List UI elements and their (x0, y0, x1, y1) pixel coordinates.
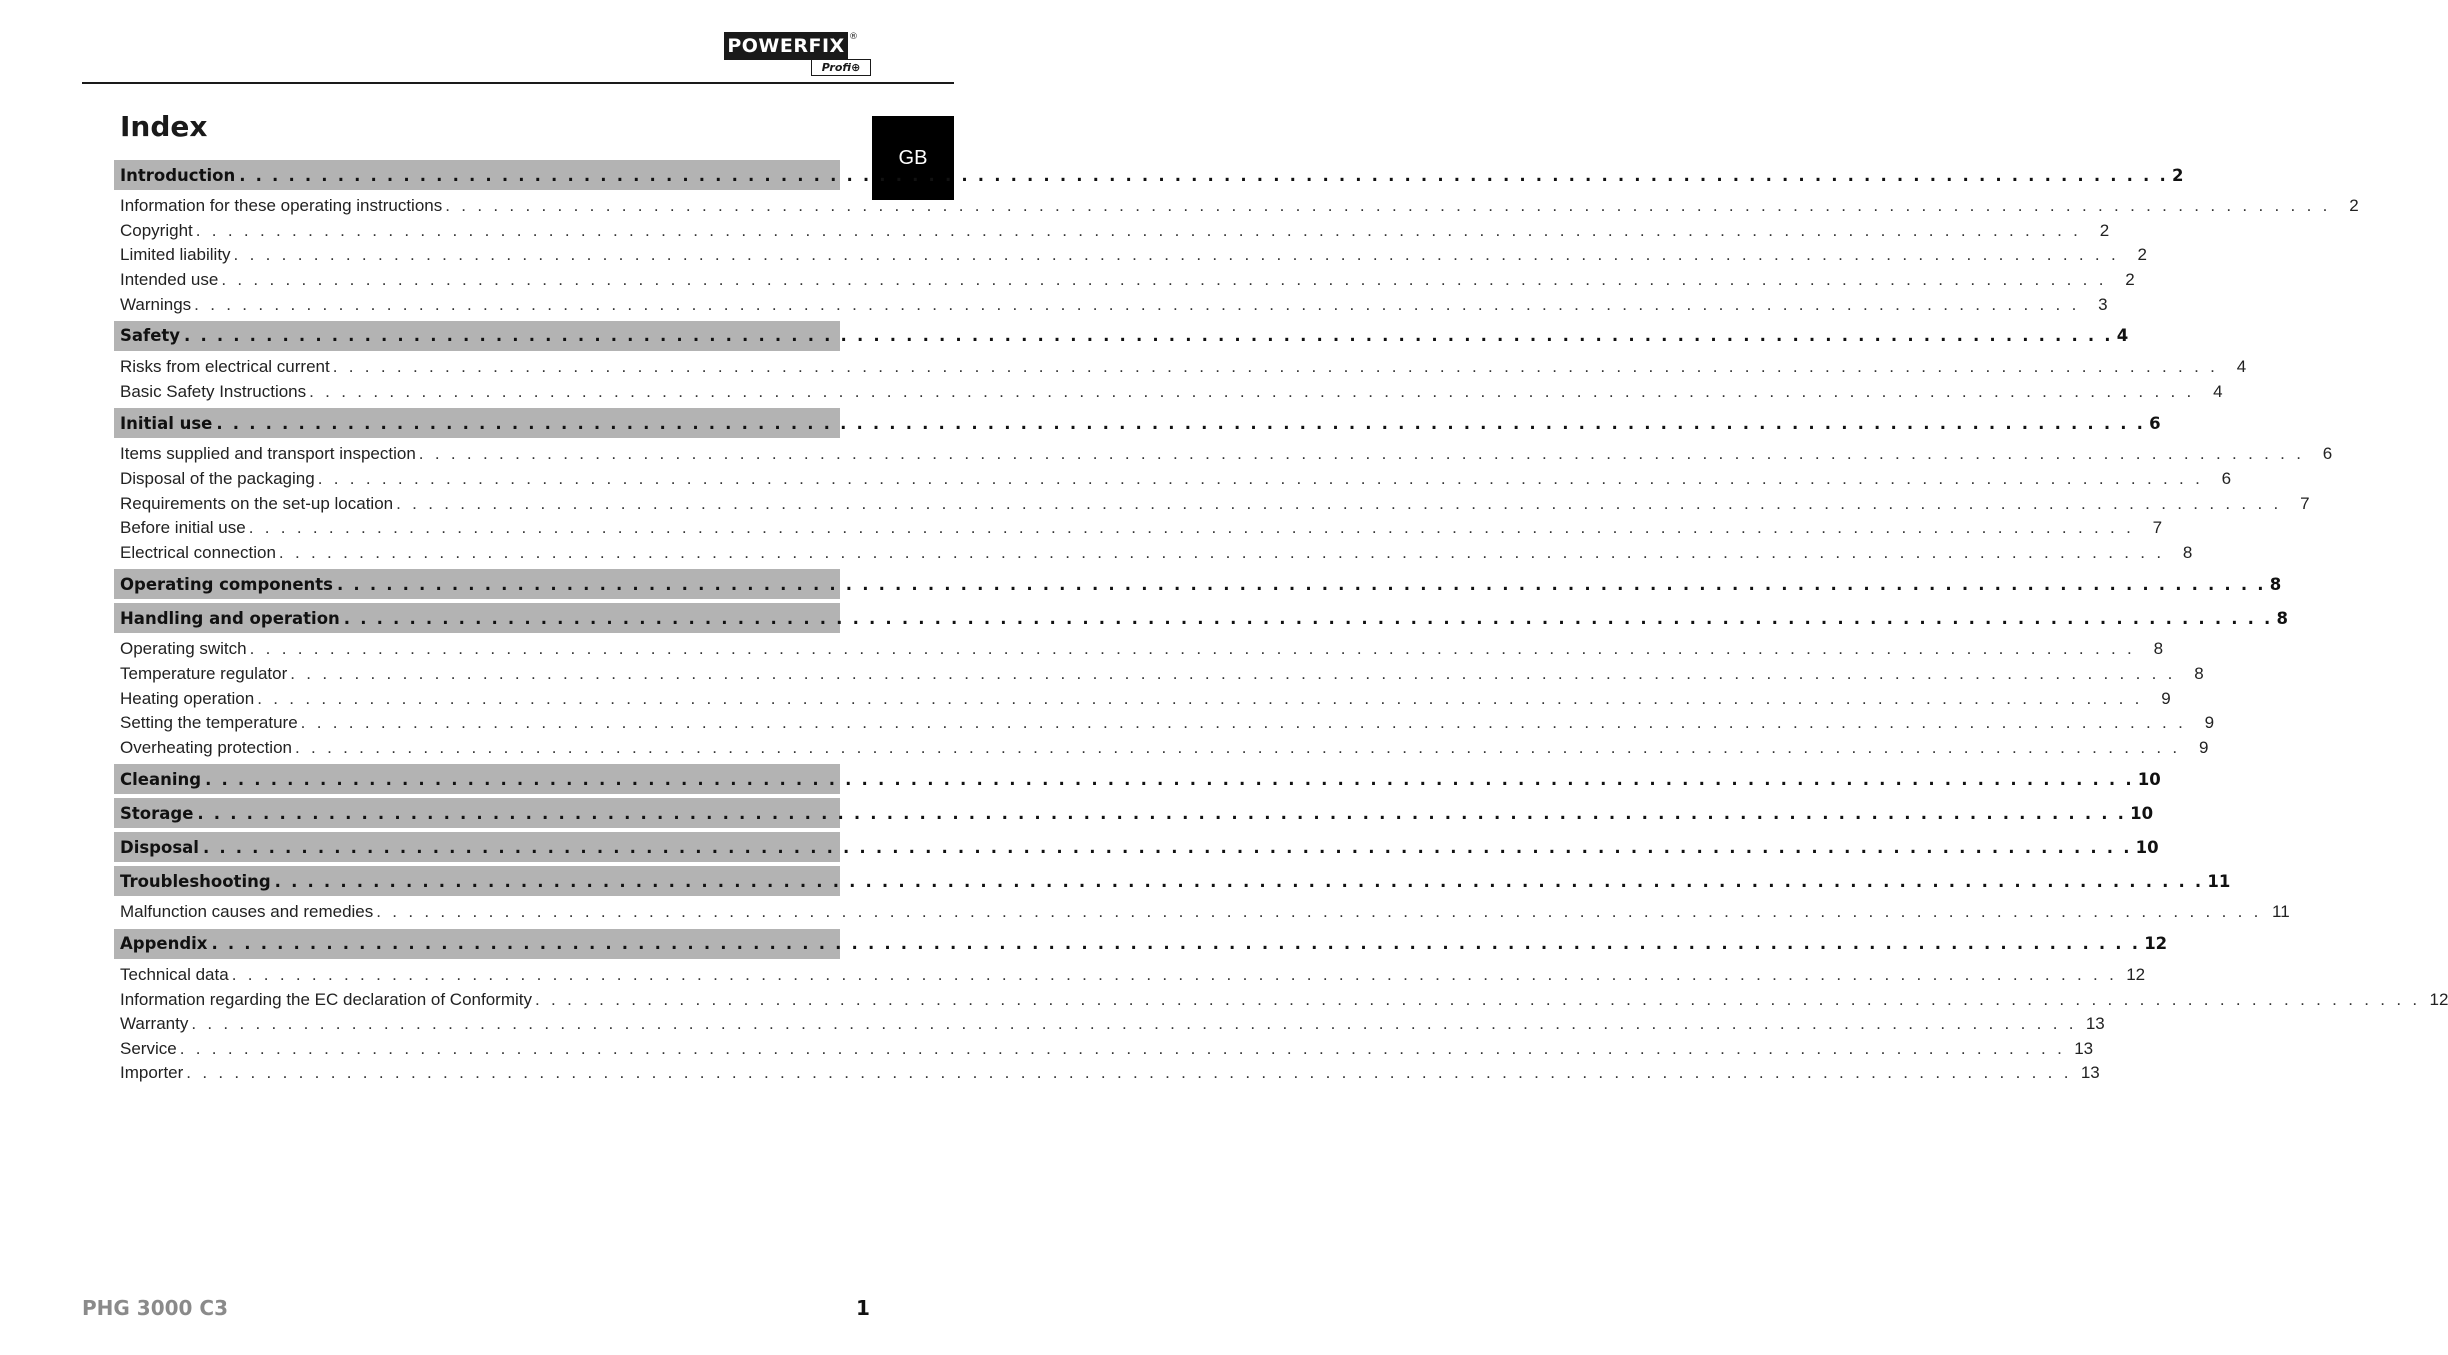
toc-dot-leader: . . . . . . . . . . . . . . . . . . . . . . . . . . . . . . . . . . . . . . . . . . . . . . . . . . . . . . . . . . . . . . . . . . . . . . . . . . . . . . . . . . . . . . . . . . . . . . . . . . . . . . . . . . . . . . . . . . . . . . (211, 934, 2141, 954)
toc-entry-title: Setting the temperature (120, 713, 298, 733)
toc-section-page: 4 (2116, 326, 2129, 346)
toc-entry-page: 8 (2194, 664, 2204, 684)
toc-entry[interactable] (114, 442, 2333, 467)
toc-section[interactable] (114, 408, 2161, 438)
toc-entry[interactable] (114, 736, 2209, 761)
toc-entry-page: 9 (2198, 737, 2209, 757)
toc-entry[interactable] (114, 686, 2171, 711)
toc-entry-page: 4 (2236, 357, 2247, 377)
toc-entry-page: 6 (2221, 469, 2232, 489)
toc-dot-leader: . . . . . . . . . . . . . . . . . . . . . . . . . . . . . . . . . . . . . . . . . . . . . . . . . . . . . . . . . . . . . . . . . . . . . . . . . . . . . . . . . . . . . . . . . . . . . . . . . . . . . . . . . . . . . . . . . . . . . . (317, 469, 2204, 489)
toc-dot-leader: . . . . . . . . . . . . . . . . . . . . . . . . . . . . . . . . . . . . . . . . . . . . . . . . . . . . . . . . . . . . . . . . . . . . . . . . . . . . . . . . . . . . . . . . . . . . . . . . . . . . . . . . . . . . . . . . . . . . . . (332, 357, 2219, 377)
toc-entry-page: 13 (2080, 1063, 2100, 1083)
toc-entry[interactable] (114, 516, 2163, 541)
toc-section-page: 10 (2137, 769, 2161, 789)
toc-entry-page: 9 (2204, 713, 2215, 733)
toc-entry-title: Copyright (120, 220, 193, 240)
toc-entry-title: Before initial use (120, 518, 246, 538)
toc-dot-leader: . . . . . . . . . . . . . . . . . . . . . . . . . . . . . . . . . . . . . . . . . . . . . . . . . . . . . . . . . . . . . . . . . . . . . . . . . . . . . . . . . . . . . . . . . . . . . . . . . . . . . . . . . . . . . . . . . . . . . . (197, 803, 2127, 823)
toc-entry-title: Importer (120, 1063, 184, 1083)
toc-entry-list (114, 438, 2333, 565)
toc-section-title: Storage (120, 803, 194, 823)
toc-entry[interactable] (114, 1036, 2094, 1061)
toc-dot-leader: . . . . . . . . . . . . . . . . . . . . . . . . . . . . . . . . . . . . . . . . . . . . . . . . . . . . . . . . . . . . . . . . . . . . . . . . . . . . . . . . . . . . . . . . . . . . . . . . . . . . . . . . . . . . . . . . . . . . . . (300, 713, 2187, 733)
toc-entry-title: Disposal of the packaging (120, 469, 315, 489)
toc-entry-page: 2 (2125, 270, 2135, 290)
toc-entry-page: 13 (2085, 1014, 2105, 1034)
toc-entry-page: 12 (2126, 964, 2146, 984)
toc-dot-leader: . . . . . . . . . . . . . . . . . . . . . . . . . . . . . . . . . . . . . . . . . . . . . . . . . . . . . . . . . . . . . . . . . . . . . . . . . . . . . . . . . . . . . . . . . . . . . . . . . . . . . . . . . . . . . . . . . . . . . . (534, 989, 2421, 1009)
toc-entry[interactable] (114, 637, 2164, 662)
toc-entry-title: Heating operation (120, 688, 255, 708)
toc-entry-page: 6 (2322, 444, 2333, 464)
toc-dot-leader: . . . . . . . . . . . . . . . . . . . . . . . . . . . . . . . . . . . . . . . . . . . . . . . . . . . . . . . . . . . . . . . . . . . . . . . . . . . . . . . . . . . . . . . . . . . . . . . . . . . . . . . . . . . . . . . . . . . . . . (195, 220, 2082, 240)
registered-mark: ® (849, 32, 858, 42)
toc-dot-leader: . . . . . . . . . . . . . . . . . . . . . . . . . . . . . . . . . . . . . . . . . . . . . . . . . . . . . . . . . . . . . . . . . . . . . . . . . . . . . . . . . . . . . . . . . . . . . . . . . . . . . . . . . . . . . . . . . . . . . . (194, 294, 2080, 314)
toc-entry-list (114, 633, 2215, 760)
toc-section-page: 6 (2149, 413, 2161, 433)
toc-dot-leader: . . . . . . . . . . . . . . . . . . . . . . . . . . . . . . . . . . . . . . . . . . . . . . . . . . . . . . . . . . . . . . . . . . . . . . . . . . . . . . . . . . . . . . . . . . . . . . . . . . . . . . . . . . . . . . . . . . . . . . (186, 1063, 2072, 1083)
toc-dot-leader: . . . . . . . . . . . . . . . . . . . . . . . . . . . . . . . . . . . . . . . . . . . . . . . . . . . . . . . . . . . . . . . . . . . . . . . . . . . . . . . . . . . . . . . . . . . . . . . . . . . . . . . . . . . . . . . . . . . . . . (290, 664, 2176, 684)
toc-entry[interactable] (114, 491, 2310, 516)
toc-section-page: 8 (2269, 574, 2282, 594)
page-title: Index (120, 110, 208, 143)
toc-entry[interactable] (114, 194, 2359, 219)
language-tab-label: GB (898, 146, 928, 169)
toc-section-title: Troubleshooting (120, 871, 271, 891)
toc-section[interactable] (114, 603, 2289, 633)
brand-name: POWERFIX (724, 32, 848, 60)
toc-entry-page: 7 (2300, 493, 2310, 513)
toc-entry-title: Malfunction causes and remedies (120, 902, 374, 922)
toc-entry[interactable] (114, 1012, 2105, 1037)
toc-section-title: Appendix (120, 934, 208, 954)
toc-entry-title: Electrical connection (120, 542, 276, 562)
sub-brand: Profi⊕ (811, 59, 871, 76)
toc-entry-title: Overheating protection (120, 737, 292, 757)
toc-dot-leader: . . . . . . . . . . . . . . . . . . . . . . . . . . . . . . . . . . . . . . . . . . . . . . . . . . . . . . . . . . . . . . . . . . . . . . . . . . . . . . . . . . . . . . . . . . . . . . . . . . . . . . . . . . . . . . . . . . . . . . (221, 270, 2107, 290)
toc-entry[interactable] (114, 987, 2448, 1012)
toc-entry-page: 7 (2152, 518, 2163, 538)
footer-page-number: 1 (856, 1296, 870, 1320)
toc-entry-list (114, 959, 2448, 1086)
language-tab (872, 116, 954, 200)
toc-entry-title: Operating switch (120, 639, 247, 659)
toc-entry-title: Intended use (120, 270, 219, 290)
toc-entry[interactable] (114, 355, 2247, 380)
toc-entry[interactable] (114, 662, 2204, 687)
toc-entry-title: Warnings (120, 294, 192, 314)
toc-entry-page: 2 (2099, 220, 2110, 240)
toc-dot-leader: . . . . . . . . . . . . . . . . . . . . . . . . . . . . . . . . . . . . . . . . . . . . . . . . . . . . . . . . . . . . . . . . . . . . . . . . . . . . . . . . . . . . . . . . . . . . . . . . . . . . . . . . . . . . . . . . . . . . . . (249, 639, 2136, 659)
toc-dot-leader: . . . . . . . . . . . . . . . . . . . . . . . . . . . . . . . . . . . . . . . . . . . . . . . . . . . . . . . . . . . . . . . . . . . . . . . . . . . . . . . . . . . . . . . . . . . . . . . . . . . . . . . . . . . . . . . . . . . . . . (179, 1038, 2066, 1058)
toc-dot-leader: . . . . . . . . . . . . . . . . . . . . . . . . . . . . . . . . . . . . . . . . . . . . . . . . . . . . . . . . . . . . . . . . . . . . . . . . . . . . . . . . . . . . . . . . . . . . . . . . . . . . . . . . . . . . . . . . . . . . . . (376, 902, 2262, 922)
toc-entry-title: Requirements on the set-up location (120, 493, 394, 513)
toc-entry[interactable] (114, 900, 2290, 925)
toc-entry-list (114, 896, 2290, 925)
toc-entry[interactable] (114, 219, 2110, 244)
toc-dot-leader: . . . . . . . . . . . . . . . . . . . . . . . . . . . . . . . . . . . . . . . . . . . . . . . . . . . . . . . . . . . . . . . . . . . . . . . . . . . . . . . . . . . . . . . . . . . . . . . . . . . . . . . . . . . . . . . . . . . . . . (205, 769, 2134, 789)
toc-dot-leader: . . . . . . . . . . . . . . . . . . . . . . . . . . . . . . . . . . . . . . . . . . . . . . . . . . . . . . . . . . . . . . . . . . . . . . . . . . . . . . . . . . . . . . . . . . . . . . . . . . . . . . . . . . . . . . . . . . . . . . (216, 413, 2146, 433)
toc-entry[interactable] (114, 467, 2232, 492)
toc-section-title: Initial use (120, 413, 213, 433)
toc-entry-page: 9 (2161, 688, 2171, 708)
toc-section-title: Disposal (120, 837, 199, 857)
toc-entry-page: 8 (2182, 542, 2193, 562)
toc-entry-title: Information regarding the EC declaration of Conformity (120, 989, 532, 1009)
toc-dot-leader: . . . . . . . . . . . . . . . . . . . . . . . . . . . . . . . . . . . . . . . . . . . . . . . . . . . . . . . . . . . . . . . . . . . . . . . . . . . . . . . . . . . . . . . . . . . . . . . . . . . . . . . . . . . . . . . . . . . . . . (202, 837, 2132, 857)
toc-section-page: 8 (2276, 608, 2289, 628)
toc-section-title: Operating components (120, 574, 333, 594)
toc-entry-title: Technical data (120, 964, 229, 984)
toc-entry-page: 12 (2429, 989, 2448, 1009)
toc-entry-list (114, 190, 2359, 317)
toc-entry-title: Items supplied and transport inspection (120, 444, 416, 464)
toc-section[interactable] (114, 321, 2129, 351)
toc-entry[interactable] (114, 541, 2193, 566)
toc-section-page: 10 (2130, 803, 2154, 823)
toc-entry-title: Information for these operating instructions (120, 196, 443, 216)
toc-entry-list (114, 351, 2247, 404)
toc-dot-leader: . . . . . . . . . . . . . . . . . . . . . . . . . . . . . . . . . . . . . . . . . . . . . . . . . . . . . . . . . . . . . . . . . . . . . . . . . . . . . . . . . . . . . . . . . . . . . . . . . . . . . . . . . . . . . . . . . . . . . . (418, 444, 2305, 464)
toc-entry[interactable] (114, 380, 2223, 405)
toc-section-title: Safety (120, 326, 181, 346)
toc-dot-leader: . . . . . . . . . . . . . . . . . . . . . . . . . . . . . . . . . . . . . . . . . . . . . . . . . . . . . . . . . . . . . . . . . . . . . . . . . . . . . . . . . . . . . . . . . . . . . . . . . . . . . . . . . . . . . . . . . . . . . . (274, 871, 2204, 891)
toc-dot-leader: . . . . . . . . . . . . . . . . . . . . . . . . . . . . . . . . . . . . . . . . . . . . . . . . . . . . . . . . . . . . . . . . . . . . . . . . . . . . . . . . . . . . . . . . . . . . . . . . . . . . . . . . . . . . . . . . . . . . . . (337, 574, 2266, 594)
toc-dot-leader: . . . . . . . . . . . . . . . . . . . . . . . . . . . . . . . . . . . . . . . . . . . . . . . . . . . . . . . . . . . . . . . . . . . . . . . . . . . . . . . . . . . . . . . . . . . . . . . . . . . . . . . . . . . . . . . . . . . . . . (184, 326, 2113, 346)
footer-model-number: PHG 3000 C3 (82, 1296, 228, 1320)
toc-entry-title: Risks from electrical current (120, 357, 330, 377)
toc-section-title: Cleaning (120, 769, 202, 789)
toc-dot-leader: . . . . . . . . . . . . . . . . . . . . . . . . . . . . . . . . . . . . . . . . . . . . . . . . . . . . . . . . . . . . . . . . . . . . . . . . . . . . . . . . . . . . . . . . . . . . . . . . . . . . . . . . . . . . . . . . . . . . . . (295, 737, 2181, 757)
toc-section[interactable] (114, 569, 2282, 599)
toc-section[interactable] (114, 764, 2161, 794)
toc-dot-leader: . . . . . . . . . . . . . . . . . . . . . . . . . . . . . . . . . . . . . . . . . . . . . . . . . . . . . . . . . . . . . . . . . . . . . . . . . . . . . . . . . . . . . . . . . . . . . . . . . . . . . . . . . . . . . . . . . . . . . . (191, 1014, 2077, 1034)
toc-dot-leader: . . . . . . . . . . . . . . . . . . . . . . . . . . . . . . . . . . . . . . . . . . . . . . . . . . . . . . . . . . . . . . . . . . . . . . . . . . . . . . . . . . . . . . . . . . . . . . . . . . . . . . . . . . . . . . . . . . . . . . (396, 493, 2282, 513)
toc-entry[interactable] (114, 268, 2135, 293)
toc-section-page: 11 (2207, 871, 2231, 891)
header-rule (82, 82, 954, 84)
toc-dot-leader: . . . . . . . . . . . . . . . . . . . . . . . . . . . . . . . . . . . . . . . . . . . . . . . . . . . . . . . . . . . . . . . . . . . . . . . . . . . . . . . . . . . . . . . . . . . . . . . . . . . . . . . . . . . . . . . . . . . . . . (239, 165, 2168, 185)
toc-dot-leader: . . . . . . . . . . . . . . . . . . . . . . . . . . . . . . . . . . . . . . . . . . . . . . . . . . . . . . . . . . . . . . . . . . . . . . . . . . . . . . . . . . . . . . . . . . . . . . . . . . . . . . . . . . . . . . . . . . . . . . (445, 196, 2331, 216)
toc-entry-title: Basic Safety Instructions (120, 381, 307, 401)
toc-section[interactable] (114, 832, 2159, 862)
toc-dot-leader: . . . . . . . . . . . . . . . . . . . . . . . . . . . . . . . . . . . . . . . . . . . . . . . . . . . . . . . . . . . . . . . . . . . . . . . . . . . . . . . . . . . . . . . . . . . . . . . . . . . . . . . . . . . . . . . . . . . . . . (257, 688, 2143, 708)
toc-section-title: Introduction (120, 165, 236, 185)
toc-section[interactable] (114, 798, 2154, 828)
toc-entry-page: 8 (2153, 639, 2164, 659)
toc-dot-leader: . . . . . . . . . . . . . . . . . . . . . . . . . . . . . . . . . . . . . . . . . . . . . . . . . . . . . . . . . . . . . . . . . . . . . . . . . . . . . . . . . . . . . . . . . . . . . . . . . . . . . . . . . . . . . . . . . . . . . . (343, 608, 2273, 628)
toc-entry[interactable] (114, 243, 2147, 268)
toc-section-page: 2 (2171, 165, 2184, 185)
toc-section-page: 10 (2135, 837, 2159, 857)
toc-entry-title: Temperature regulator (120, 664, 288, 684)
toc-entry[interactable] (114, 292, 2108, 317)
toc-dot-leader: . . . . . . . . . . . . . . . . . . . . . . . . . . . . . . . . . . . . . . . . . . . . . . . . . . . . . . . . . . . . . . . . . . . . . . . . . . . . . . . . . . . . . . . . . . . . . . . . . . . . . . . . . . . . . . . . . . . . . . (248, 518, 2135, 538)
toc-entry-title: Service (120, 1038, 177, 1058)
toc-section[interactable] (114, 866, 2231, 896)
toc-entry[interactable] (114, 711, 2215, 736)
toc-entry-page: 11 (2272, 902, 2290, 922)
toc-section[interactable] (114, 929, 2168, 959)
toc-dot-leader: . . . . . . . . . . . . . . . . . . . . . . . . . . . . . . . . . . . . . . . . . . . . . . . . . . . . . . . . . . . . . . . . . . . . . . . . . . . . . . . . . . . . . . . . . . . . . . . . . . . . . . . . . . . . . . . . . . . . . . (233, 245, 2119, 265)
toc-entry-title: Warranty (120, 1014, 189, 1034)
toc-entry[interactable] (114, 1061, 2100, 1086)
toc-dot-leader: . . . . . . . . . . . . . . . . . . . . . . . . . . . . . . . . . . . . . . . . . . . . . . . . . . . . . . . . . . . . . . . . . . . . . . . . . . . . . . . . . . . . . . . . . . . . . . . . . . . . . . . . . . . . . . . . . . . . . . (278, 542, 2165, 562)
toc-section-title: Handling and operation (120, 608, 340, 628)
toc-entry-page: 2 (2137, 245, 2147, 265)
toc-dot-leader: . . . . . . . . . . . . . . . . . . . . . . . . . . . . . . . . . . . . . . . . . . . . . . . . . . . . . . . . . . . . . . . . . . . . . . . . . . . . . . . . . . . . . . . . . . . . . . . . . . . . . . . . . . . . . . . . . . . . . . (231, 964, 2118, 984)
toc-entry-page: 3 (2098, 294, 2108, 314)
toc-dot-leader: . . . . . . . . . . . . . . . . . . . . . . . . . . . . . . . . . . . . . . . . . . . . . . . . . . . . . . . . . . . . . . . . . . . . . . . . . . . . . . . . . . . . . . . . . . . . . . . . . . . . . . . . . . . . . . . . . . . . . . (309, 381, 2195, 401)
toc-section[interactable] (114, 160, 2184, 190)
toc-entry-page: 4 (2213, 381, 2223, 401)
brand-logo (724, 32, 872, 76)
toc-entry[interactable] (114, 963, 2146, 988)
toc-entry-page: 2 (2349, 196, 2359, 216)
toc-entry-title: Limited liability (120, 245, 231, 265)
toc-section-page: 12 (2144, 934, 2168, 954)
toc-entry-page: 13 (2074, 1038, 2094, 1058)
